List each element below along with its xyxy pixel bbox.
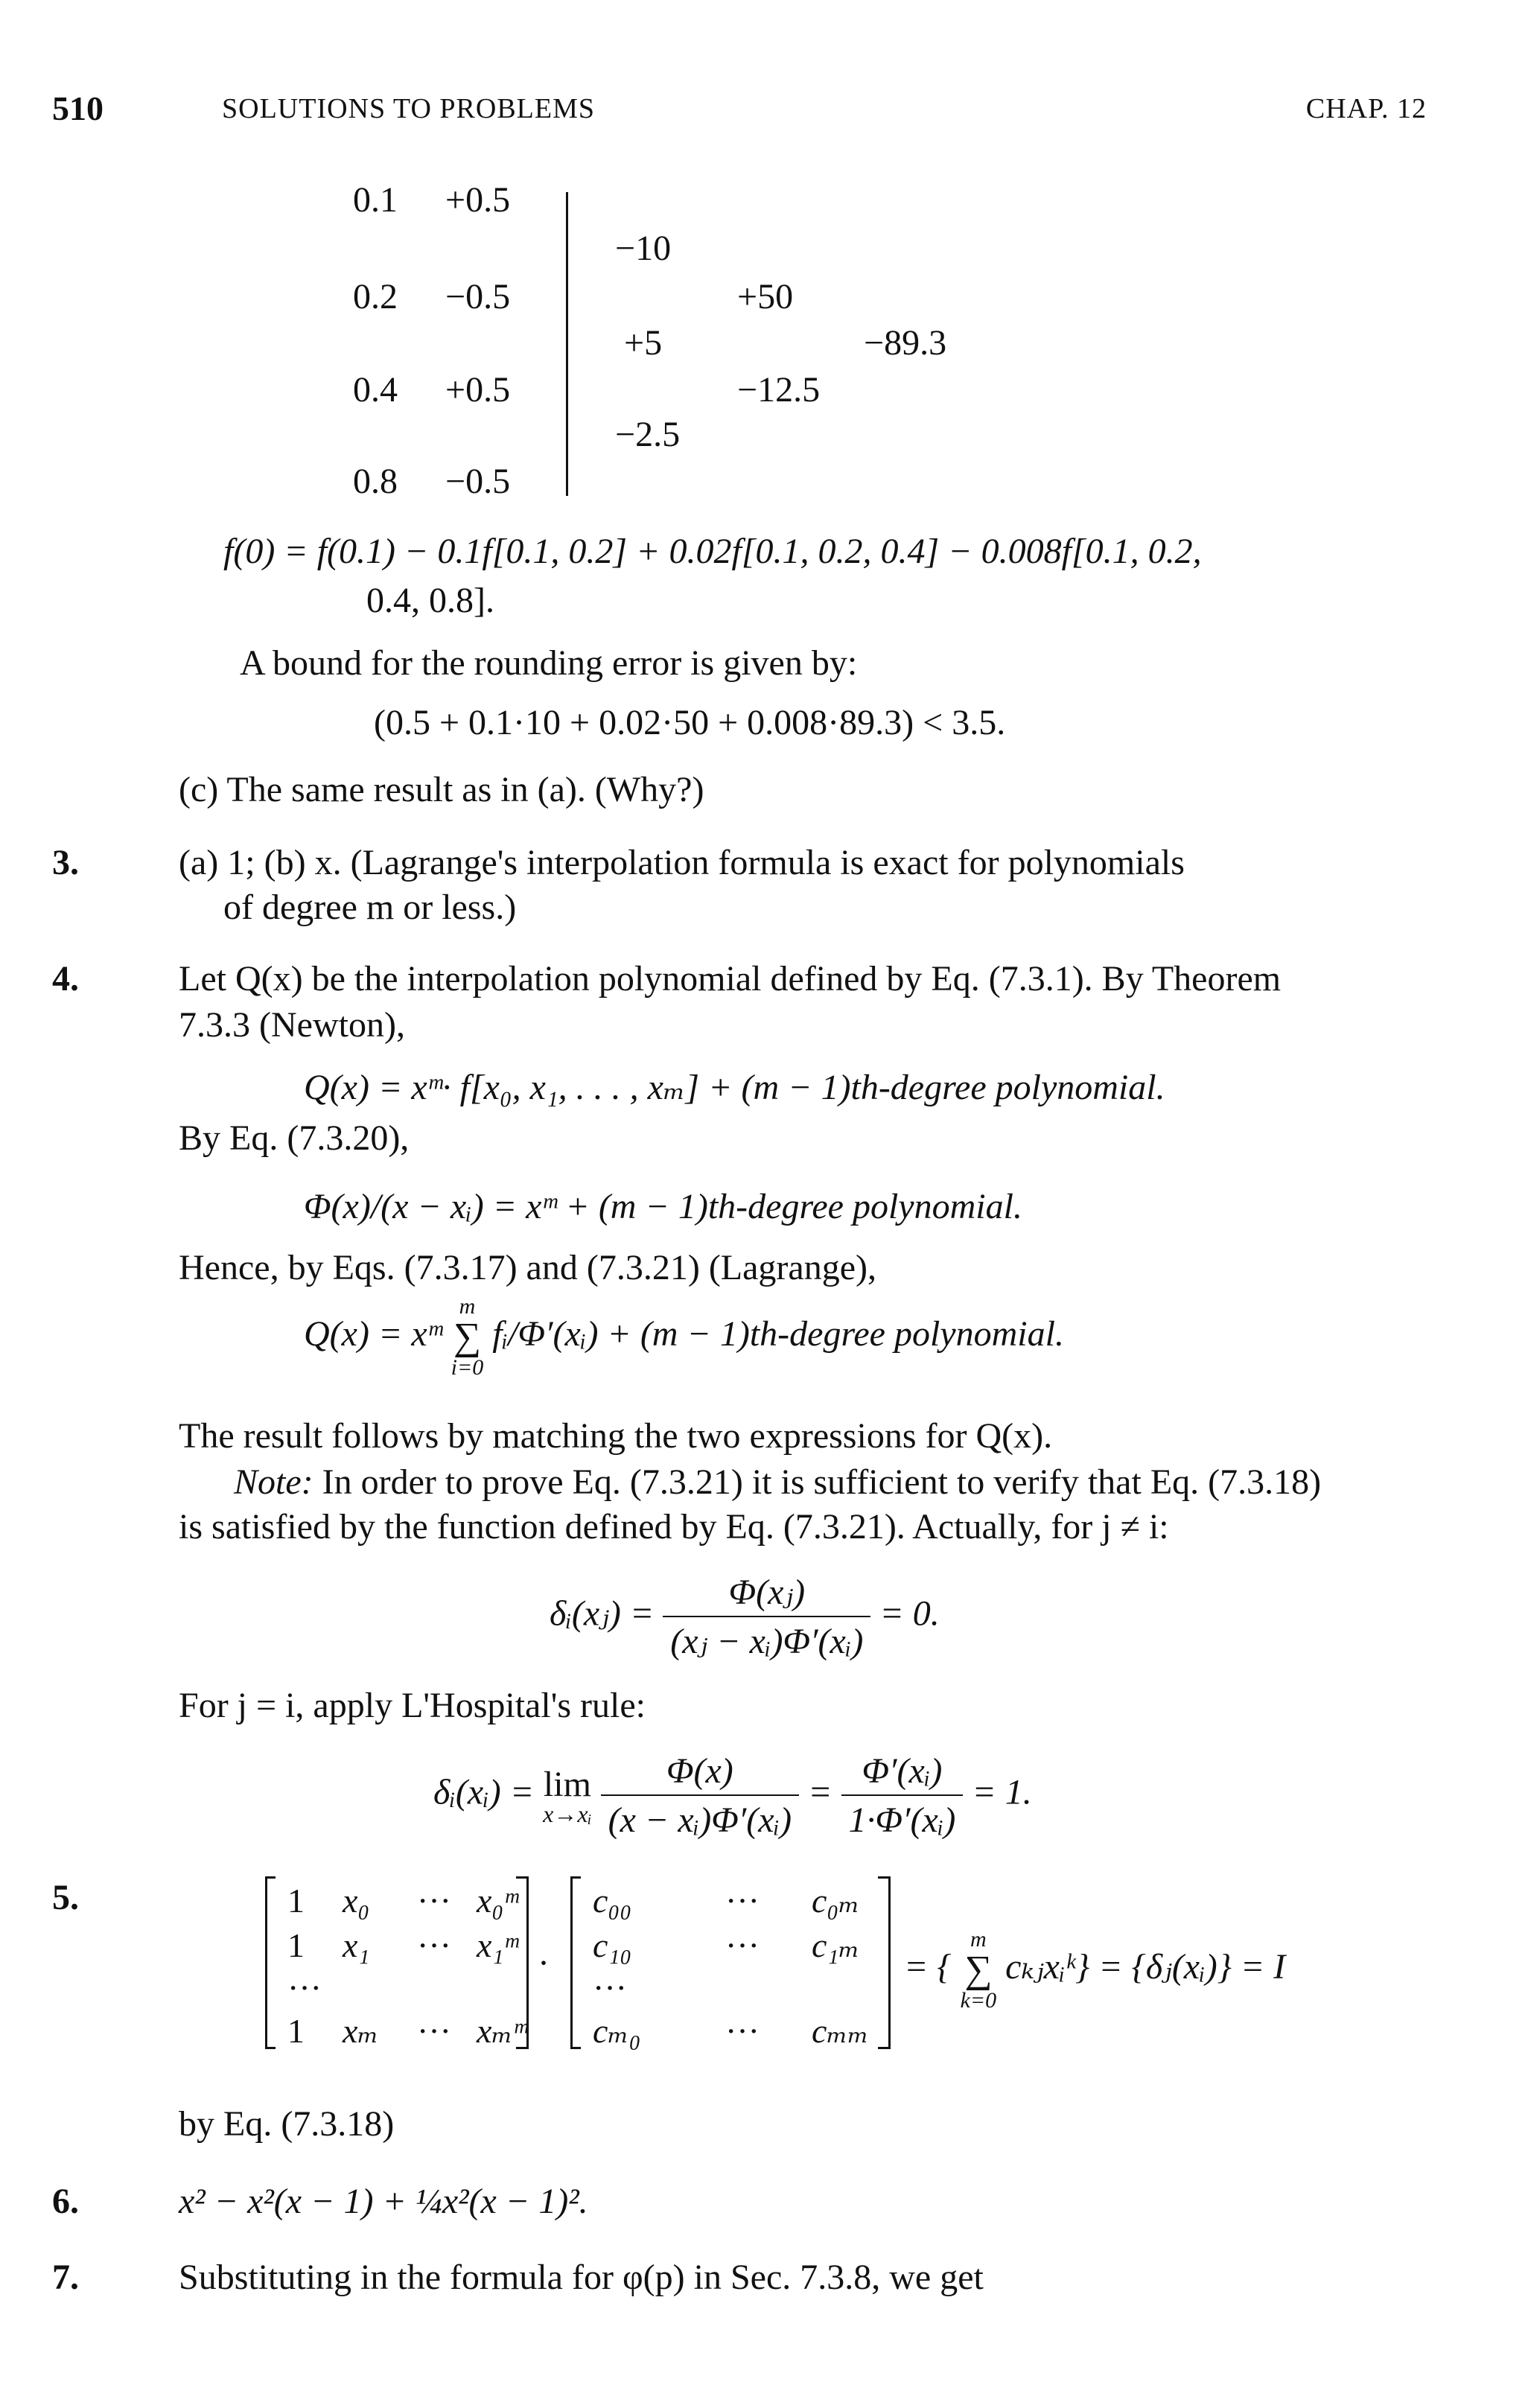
p3-line2: of degree m or less.)	[223, 888, 517, 927]
problem-number: 4.	[52, 959, 79, 998]
p3-line1: (a) 1; (b) x. (Lagrange's interpolation formula is exact for polynomials	[179, 843, 1185, 882]
p4-hence: Hence, by Eqs. (7.3.17) and (7.3.21) (Lagrange),	[179, 1248, 877, 1287]
matrix-c-cell: ···	[593, 1969, 627, 2007]
delta1-fraction	[663, 1571, 870, 1663]
p4-note	[234, 1461, 1321, 1504]
matrix-c-cell: ···	[725, 1926, 760, 1964]
problem-number: 5.	[52, 1878, 79, 1917]
p4-by-eq: By Eq. (7.3.20),	[179, 1118, 410, 1158]
matrix-a-cell: x₁ᵐ	[477, 1926, 518, 1964]
delta2-denominator: (x − xᵢ)Φ′(xᵢ)	[608, 1800, 792, 1840]
p4-for-j-i: For j = i, apply L'Hospital's rule:	[179, 1686, 646, 1725]
p5-by-eq: by Eq. (7.3.18)	[179, 2104, 395, 2144]
p4-eq2: Φ(x)/(x − xᵢ) = xᵐ + (m − 1)th-degree polynomial.	[304, 1187, 1022, 1226]
p6-answer: x² − x²(x − 1) + ¼x²(x − 1)².	[179, 2182, 588, 2221]
eq3-right: fᵢ/Φ′(xᵢ) + (m − 1)th-degree polynomial.	[492, 1314, 1064, 1354]
table-f: +0.5	[445, 370, 511, 410]
table-diff1: −2.5	[615, 415, 681, 454]
rhs-left: = {	[904, 1947, 952, 1987]
table-x: 0.8	[353, 462, 398, 501]
sigma-icon: ∑	[964, 1949, 993, 1991]
table-f: −0.5	[445, 462, 511, 501]
table-x: 0.2	[353, 277, 398, 316]
table-f: −0.5	[445, 277, 511, 316]
limit-operator	[543, 1763, 591, 1829]
matrix-a-cell: ···	[287, 1969, 322, 2007]
p4-eq3	[304, 1296, 1064, 1379]
delta1-left: δᵢ(xⱼ) =	[550, 1593, 655, 1634]
matrix-a-cell: 1	[287, 2012, 305, 2050]
delta1-denominator: (xⱼ − xᵢ)Φ′(xᵢ)	[670, 1621, 864, 1661]
matrix-a-cell: xₘᵐ	[477, 2012, 527, 2050]
delta1-numerator: Φ(xⱼ)	[663, 1571, 870, 1617]
interpolation-formula: f(0) = f(0.1) − 0.1f[0.1, 0.2] + 0.02f[0.1, 0.2, 0.4] − 0.008f[0.1, 0.2,	[223, 532, 1202, 571]
bound-formula: (0.5 + 0.1·10 + 0.02·50 + 0.008·89.3) < 3.5.	[374, 703, 1006, 742]
delta2-numerator-2: Φ′(xᵢ)	[841, 1750, 964, 1796]
matrix-product-dot: ·	[538, 1943, 550, 1983]
table-diff1: +5	[624, 323, 663, 363]
page-number: 510	[52, 89, 104, 127]
matrix-c-cell: cₘₘ	[812, 2012, 869, 2050]
chapter-label: CHAP. 12	[1305, 93, 1427, 124]
eq3-left: Q(x) = xᵐ	[304, 1314, 442, 1354]
delta2-numerator: Φ(x)	[601, 1750, 799, 1796]
rhs-right: cₖⱼxᵢᵏ} = {δⱼ(xᵢ)} = I	[1005, 1947, 1286, 1987]
problem-number: 7.	[52, 2258, 79, 2297]
lim-subscript: x→xᵢ	[543, 1800, 592, 1828]
table-diff1: −10	[615, 229, 672, 268]
matrix-c-cell: cₘ₀	[593, 2012, 641, 2050]
p4-eq1: Q(x) = xᵐ· f[x₀, x₁, . . . , xₘ] + (m − 1)th-degree polynomial.	[304, 1068, 1165, 1107]
bound-text: A bound for the rounding error is given by:	[240, 643, 858, 683]
part-c: (c) The same result as in (a). (Why?)	[179, 770, 704, 809]
problem-number: 3.	[52, 843, 79, 882]
problem-number: 6.	[52, 2182, 79, 2221]
matrix-a-cell: 1	[287, 1882, 305, 1920]
matrix-a-cell: x₀ᵐ	[477, 1882, 518, 1920]
sum-symbol	[961, 1928, 997, 2012]
matrix-a-cell: ···	[417, 1882, 451, 1920]
matrix-a-cell: xₘ	[343, 2012, 379, 2050]
p7-text: Substituting in the formula for φ(p) in Sec. 7.3.8, we get	[179, 2258, 984, 2297]
sum-lower: i=0	[451, 1355, 484, 1380]
delta2-fraction	[601, 1750, 799, 1841]
note-label: Note:	[234, 1462, 313, 1502]
table-x: 0.1	[353, 180, 398, 220]
interpolation-formula-cont: 0.4, 0.8].	[366, 581, 494, 620]
note-text: In order to prove Eq. (7.3.21) it is sufficient to verify that Eq. (7.3.18)	[322, 1462, 1322, 1502]
matrix-a-cell: ···	[417, 2012, 451, 2050]
table-f: +0.5	[445, 180, 511, 220]
sum-symbol	[451, 1296, 484, 1379]
delta-eq2: δᵢ(xᵢ) = lim x→xᵢ $\frac{\Phi(x)}{\text{(x − xᵢ)Φ′(xᵢ)}}$ = $\frac{\text{Φ′(xᵢ)}}{\text{1·Φ′(xᵢ)}}$ = 1.	[433, 1750, 1032, 1841]
matrix-a-cell: x₀	[343, 1882, 370, 1920]
p4-note-line2: is satisfied by the function defined by Eq. (7.3.21). Actually, for j ≠ i:	[179, 1507, 1169, 1547]
delta2-left: δᵢ(xᵢ) =	[433, 1772, 535, 1812]
table-diff2: +50	[737, 277, 794, 316]
matrix-c-cell: c₀ₘ	[812, 1882, 860, 1920]
matrix-c-cell: c₁₀	[593, 1926, 632, 1964]
matrix-c-cell: ···	[725, 1882, 760, 1920]
matrix-a-cell: x₁	[343, 1926, 370, 1964]
matrix-a-cell: ···	[417, 1926, 451, 1964]
sum-upper: m	[459, 1294, 476, 1319]
table-diff2: −12.5	[737, 370, 821, 410]
matrix-c-cell: c₀₀	[593, 1882, 632, 1920]
running-title: SOLUTIONS TO PROBLEMS	[222, 93, 596, 124]
table-x: 0.4	[353, 370, 398, 410]
p4-line2: 7.3.3 (Newton),	[179, 1005, 405, 1045]
lim-word: lim	[543, 1764, 591, 1804]
sum-upper: m	[970, 1927, 987, 1952]
matrix-c-cell: c₁ₘ	[812, 1926, 860, 1964]
matrix-a-cell: 1	[287, 1926, 305, 1964]
sigma-icon: ∑	[453, 1316, 481, 1358]
matrix-equation-rhs	[904, 1928, 1285, 2012]
delta-eq1	[550, 1571, 940, 1663]
p4-line1: Let Q(x) be the interpolation polynomial defined by Eq. (7.3.1). By Theorem	[179, 959, 1282, 998]
delta2-denominator-2: 1·Φ′(xᵢ)	[848, 1800, 956, 1840]
table-diff3: −89.3	[864, 323, 947, 363]
delta1-right: = 0.	[879, 1593, 940, 1634]
p4-result: The result follows by matching the two expressions for Q(x).	[179, 1416, 1053, 1456]
delta2-fraction-2	[841, 1750, 964, 1841]
sum-lower: k=0	[960, 1988, 997, 2013]
delta2-right: = 1.	[972, 1772, 1032, 1812]
matrix-c-cell: ···	[725, 2012, 760, 2050]
table-divider	[566, 192, 568, 496]
